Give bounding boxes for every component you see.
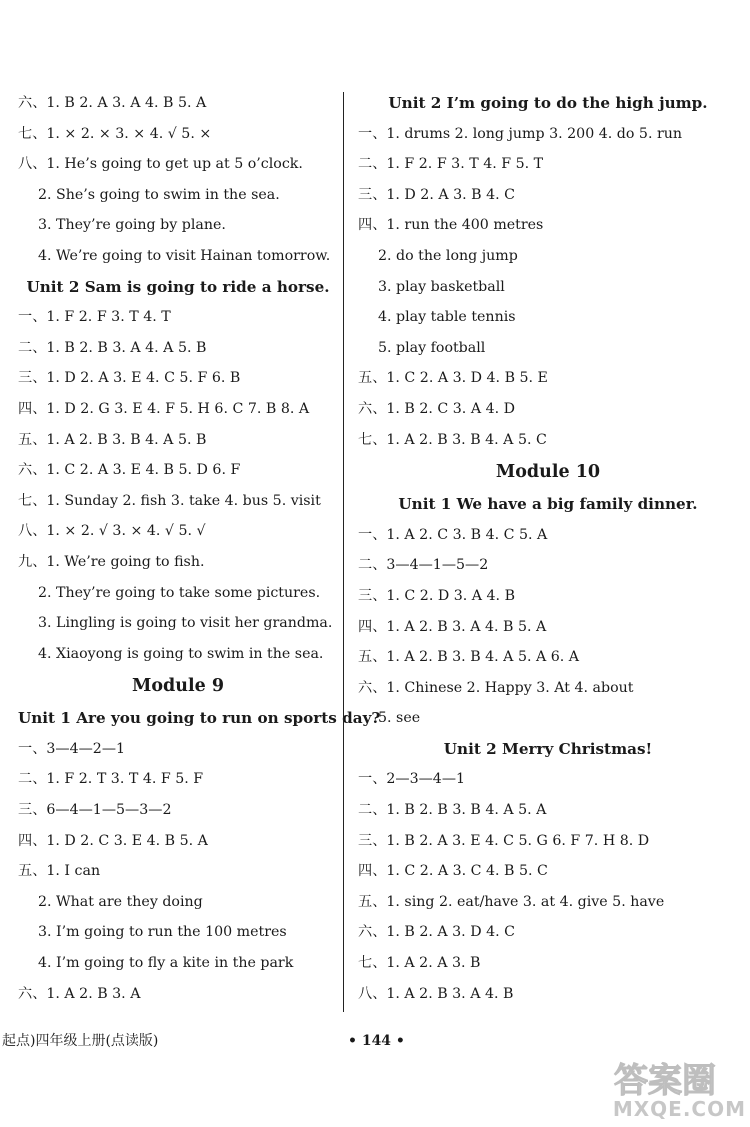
answer-subline: 3. They’re going by plane. (38, 217, 226, 234)
answer-subline: 2. What are they doing (38, 893, 203, 910)
module-heading: Module 10 (495, 462, 601, 483)
answer-line: 六、1. B 2. A 3. A 4. B 5. A (18, 95, 207, 111)
answer-line: 四、1. D 2. G 3. E 4. F 5. H 6. C 7. B 8. A (18, 400, 310, 417)
answer-subline: 3. Lingling is going to visit her grandma. (38, 615, 333, 632)
book-title-footer: 起点)四年级上册(点读版) (2, 1033, 159, 1049)
answer-line: 八、1. × 2. √ 3. × 4. √ 5. √ (18, 523, 206, 540)
module-heading: Module 9 (131, 676, 225, 697)
unit-heading: Unit 2 Merry Christmas! (443, 739, 653, 758)
watermark-chars: 答案圈 (614, 1061, 716, 1101)
answer-line: 六、1. A 2. B 3. A (18, 985, 141, 1002)
answer-subline: 4. play table tennis (378, 309, 516, 326)
answer-subline: 3. I’m going to run the 100 metres (38, 924, 287, 941)
answer-line: 一、3—4—2—1 (18, 740, 126, 757)
answer-line: 五、1. C 2. A 3. D 4. B 5. E (358, 370, 548, 387)
answer-subline: 4. Xiaoyong is going to swim in the sea. (38, 645, 324, 662)
answer-line: 四、1. C 2. A 3. C 4. B 5. C (358, 863, 548, 880)
answer-line: 六、1. B 2. A 3. D 4. C (358, 924, 515, 941)
answer-line: 九、1. We’re going to fish. (18, 553, 205, 570)
answer-subline: 2. They’re going to take some pictures. (38, 584, 321, 601)
answer-line: 四、1. run the 400 metres (358, 217, 544, 234)
answer-subline: 2. She’s going to swim in the sea. (38, 186, 280, 203)
answer-line: 八、1. He’s going to get up at 5 o’clock. (18, 156, 303, 173)
answer-line: 六、1. Chinese 2. Happy 3. At 4. about (358, 679, 634, 696)
answer-column-left (18, 88, 381, 1009)
answer-line: 七、1. × 2. × 3. × 4. √ 5. × (18, 125, 212, 142)
answer-subline: 5. see (378, 710, 421, 727)
answer-line: 二、1. B 2. B 3. A 4. A 5. B (18, 339, 207, 356)
answer-line: 三、1. C 2. D 3. A 4. B (358, 587, 515, 604)
page-number: • 144 • (348, 1033, 405, 1049)
unit-heading: Unit 1 We have a big family dinner. (398, 495, 698, 514)
answer-line: 一、1. F 2. F 3. T 4. T (18, 309, 171, 326)
answer-line: 七、1. A 2. B 3. B 4. A 5. C (358, 431, 547, 448)
answer-subline: 4. I’m going to fly a kite in the park (38, 955, 294, 972)
column-divider (343, 92, 344, 1012)
answer-line: 五、1. I can (18, 863, 101, 880)
answer-line: 二、3—4—1—5—2 (358, 557, 489, 574)
watermark-domain: MXQE.COM (612, 1097, 746, 1121)
watermark-logo (608, 1053, 746, 1121)
answer-line: 四、1. D 2. C 3. E 4. B 5. A (18, 832, 208, 849)
answer-line: 五、1. sing 2. eat/have 3. at 4. give 5. have (358, 893, 665, 910)
answer-subline: 4. We’re going to visit Hainan tomorrow. (38, 247, 331, 264)
answer-line: 一、1. drums 2. long jump 3. 200 4. do 5. run (358, 125, 683, 142)
answer-line: 三、1. B 2. A 3. E 4. C 5. G 6. F 7. H 8. D (358, 832, 650, 849)
unit-heading: Unit 1 Are you going to run on sports day? (18, 709, 381, 728)
answer-line: 一、2—3—4—1 (358, 771, 466, 788)
answer-line: 二、1. F 2. F 3. T 4. F 5. T (358, 156, 544, 173)
answer-line: 八、1. A 2. B 3. A 4. B (358, 985, 514, 1002)
answer-line: 六、1. C 2. A 3. E 4. B 5. D 6. F (18, 462, 241, 479)
unit-heading: Unit 2 Sam is going to ride a horse. (26, 277, 330, 296)
answer-line: 七、1. A 2. A 3. B (358, 955, 481, 972)
answer-subline: 2. do the long jump (378, 247, 518, 264)
answer-line: 二、1. F 2. T 3. T 4. F 5. F (18, 771, 204, 788)
answer-line: 六、1. B 2. C 3. A 4. D (358, 400, 515, 417)
answer-column-right (358, 88, 738, 1009)
answer-line: 二、1. B 2. B 3. B 4. A 5. A (358, 802, 547, 819)
answer-line: 一、1. A 2. C 3. B 4. C 5. A (358, 526, 548, 543)
answer-line: 四、1. A 2. B 3. A 4. B 5. A (358, 618, 547, 635)
answer-line: 三、6—4—1—5—3—2 (18, 802, 172, 819)
answer-line: 五、1. A 2. B 3. B 4. A 5. B (18, 431, 207, 448)
answer-subline: 5. play football (378, 339, 486, 356)
answer-line: 三、1. D 2. A 3. B 4. C (358, 186, 515, 203)
answer-line: 七、1. Sunday 2. fish 3. take 4. bus 5. visit (18, 492, 321, 509)
answer-line: 五、1. A 2. B 3. B 4. A 5. A 6. A (358, 649, 580, 666)
answer-line: 三、1. D 2. A 3. E 4. C 5. F 6. B (18, 370, 241, 387)
answer-subline: 3. play basketball (378, 278, 505, 295)
unit-heading: Unit 2 I’m going to do the high jump. (388, 94, 708, 112)
